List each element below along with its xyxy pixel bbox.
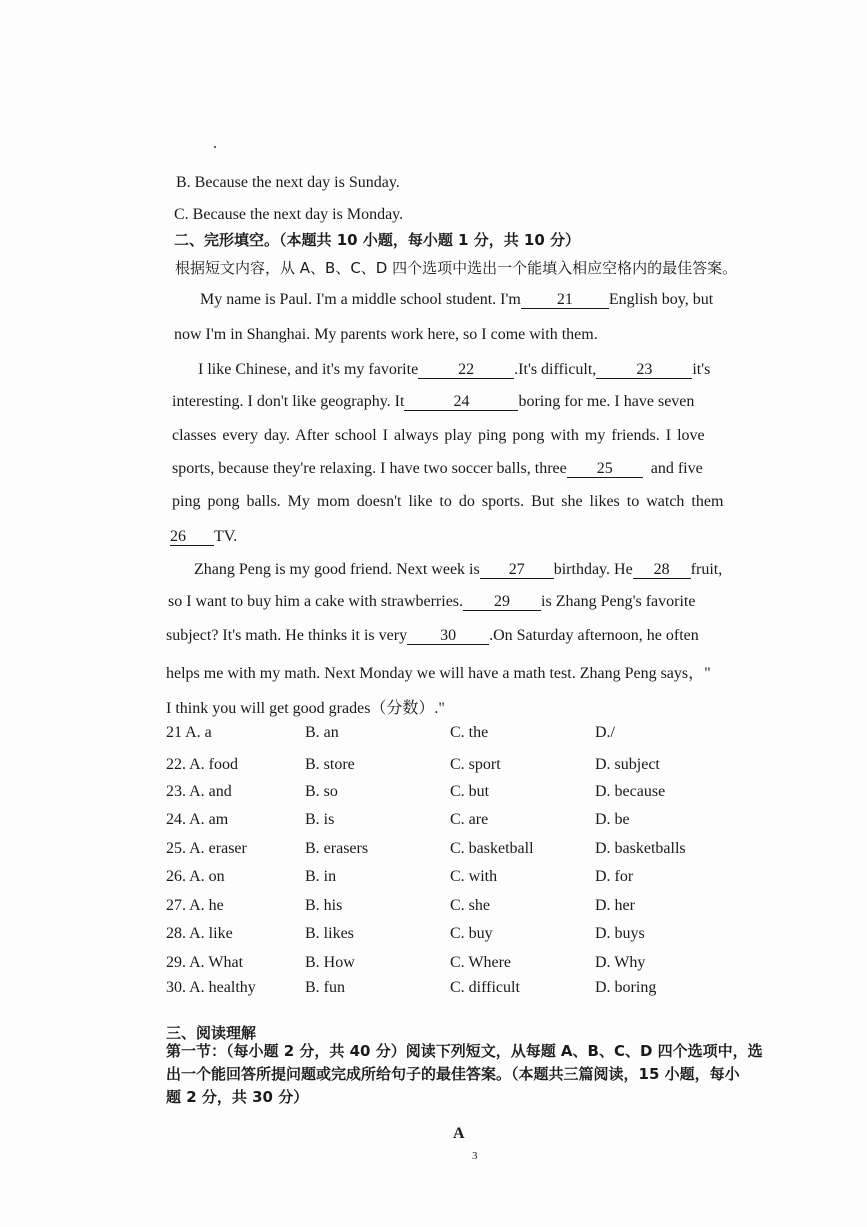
passage-text: boring for me. I have seven bbox=[518, 393, 695, 410]
blank-22: 22 bbox=[418, 361, 514, 379]
option-d: D. her bbox=[595, 897, 635, 914]
passage-text: TV. bbox=[214, 528, 238, 545]
option-d: D. because bbox=[595, 783, 666, 800]
passage-line: now I'm in Shanghai. My parents work here, so I come with them. bbox=[174, 326, 598, 343]
option-d: D. boring bbox=[595, 979, 657, 996]
passage-line: ping pong balls. My mom doesn't like to do sports. But she likes to watch them bbox=[172, 493, 724, 510]
option-a: 28. A. like bbox=[166, 925, 233, 942]
prev-option-b: B. Because the next day is Sunday. bbox=[176, 174, 400, 191]
option-c: C. with bbox=[450, 868, 498, 885]
option-b: B. erasers bbox=[305, 840, 369, 857]
option-c: C. Where bbox=[450, 954, 512, 971]
option-c: C. sport bbox=[450, 756, 501, 773]
passage-line bbox=[194, 561, 722, 579]
blank-23: 23 bbox=[596, 361, 692, 379]
option-c: C. she bbox=[450, 897, 490, 914]
option-c: C. are bbox=[450, 811, 489, 828]
passage-line bbox=[170, 528, 237, 546]
passage-text: sports, because they're relaxing. I have two soccer balls, three bbox=[172, 460, 567, 477]
blank-30: 30 bbox=[407, 627, 489, 645]
option-c: C. basketball bbox=[450, 840, 534, 857]
option-a: 25. A. eraser bbox=[166, 840, 247, 857]
prev-option-c: C. Because the next day is Monday. bbox=[174, 206, 404, 223]
option-a: 23. A. and bbox=[166, 783, 232, 800]
passage-line bbox=[200, 291, 713, 309]
option-c: C. but bbox=[450, 783, 490, 800]
blank-24: 24 bbox=[404, 393, 518, 411]
option-c: C. buy bbox=[450, 925, 493, 942]
option-a: 30. A. healthy bbox=[166, 979, 256, 996]
blank-27: 27 bbox=[480, 561, 554, 579]
option-b: B. likes bbox=[305, 925, 354, 942]
option-c: C. difficult bbox=[450, 979, 520, 996]
passage-text: .It's difficult, bbox=[514, 361, 597, 378]
section2-instruction: 根据短文内容，从 A、B、C、D 四个选项中选出一个能填入相应空格内的最佳答案。 bbox=[175, 259, 738, 277]
passage-text: English boy, but bbox=[608, 291, 714, 308]
option-b: B. fun bbox=[305, 979, 345, 996]
option-b: B. store bbox=[305, 756, 355, 773]
option-a: 22. A. food bbox=[166, 756, 238, 773]
option-d: D. for bbox=[595, 868, 634, 885]
passage-text: birthday. He bbox=[553, 561, 633, 578]
passage-text: subject? It's math. He thinks it is very bbox=[166, 627, 408, 644]
section3-heading: 三、阅读理解 bbox=[166, 1024, 257, 1042]
passage-text: .On Saturday afternoon, he often bbox=[489, 627, 699, 644]
passage-label: A bbox=[453, 1125, 465, 1142]
option-b: B. in bbox=[305, 868, 337, 885]
option-a: 26. A. on bbox=[166, 868, 225, 885]
option-b: B. is bbox=[305, 811, 335, 828]
passage-line bbox=[172, 393, 694, 411]
option-a: 21 A. a bbox=[166, 724, 212, 741]
passage-line bbox=[168, 593, 695, 611]
passage-text: fruit, bbox=[690, 561, 723, 578]
section3-instruction: 题 2 分，共 30 分） bbox=[166, 1088, 309, 1106]
blank-28: 28 bbox=[633, 561, 691, 579]
option-d: D. be bbox=[595, 811, 630, 828]
passage-line bbox=[172, 460, 703, 478]
option-b: B. How bbox=[305, 954, 355, 971]
page-number: 3 bbox=[472, 1150, 478, 1162]
option-d: D. basketballs bbox=[595, 840, 686, 857]
option-d: D. Why bbox=[595, 954, 646, 971]
scan-speck bbox=[214, 146, 216, 148]
passage-text: and five bbox=[650, 460, 703, 477]
passage-text: I like Chinese, and it's my favorite bbox=[198, 361, 419, 378]
blank-26: 26 bbox=[170, 528, 214, 546]
passage-text: so I want to buy him a cake with strawberries. bbox=[168, 593, 464, 610]
passage-line: classes every day. After school I always play ping pong with my friends. I love bbox=[172, 427, 705, 444]
option-d: D. buys bbox=[595, 925, 645, 942]
option-c: C. the bbox=[450, 724, 489, 741]
passage-text: it's bbox=[692, 361, 711, 378]
blank-29: 29 bbox=[463, 593, 541, 611]
option-b: B. an bbox=[305, 724, 339, 741]
blank-21: 21 bbox=[521, 291, 609, 309]
passage-line bbox=[198, 361, 710, 379]
passage-text: Zhang Peng is my good friend. Next week is bbox=[194, 561, 480, 578]
passage-text: My name is Paul. I'm a middle school student. I'm bbox=[200, 291, 521, 308]
passage-line: I think you will get good grades（分数）." bbox=[166, 700, 445, 717]
option-b: B. his bbox=[305, 897, 343, 914]
passage-text: is Zhang Peng's favorite bbox=[541, 593, 696, 610]
section3-instruction: 第一节：（每小题 2 分，共 40 分）阅读下列短文，从每题 A、B、C、D 四个选项中，选 bbox=[166, 1042, 763, 1060]
option-b: B. so bbox=[305, 783, 338, 800]
option-d: D./ bbox=[595, 724, 615, 741]
section3-instruction: 出一个能回答所提问题或完成所给句子的最佳答案。（本题共三篇阅读，15 小题，每小 bbox=[166, 1065, 740, 1083]
passage-line bbox=[166, 627, 699, 645]
option-a: 24. A. am bbox=[166, 811, 229, 828]
passage-line: helps me with my math. Next Monday we will have a math test. Zhang Peng says，" bbox=[166, 665, 711, 682]
option-d: D. subject bbox=[595, 756, 660, 773]
section2-heading: 二、完形填空。（本题共 10 小题，每小题 1 分，共 10 分） bbox=[174, 231, 581, 249]
option-a: 27. A. he bbox=[166, 897, 224, 914]
blank-25: 25 bbox=[567, 460, 643, 478]
option-a: 29. A. What bbox=[166, 954, 244, 971]
passage-text: interesting. I don't like geography. It bbox=[172, 393, 405, 410]
